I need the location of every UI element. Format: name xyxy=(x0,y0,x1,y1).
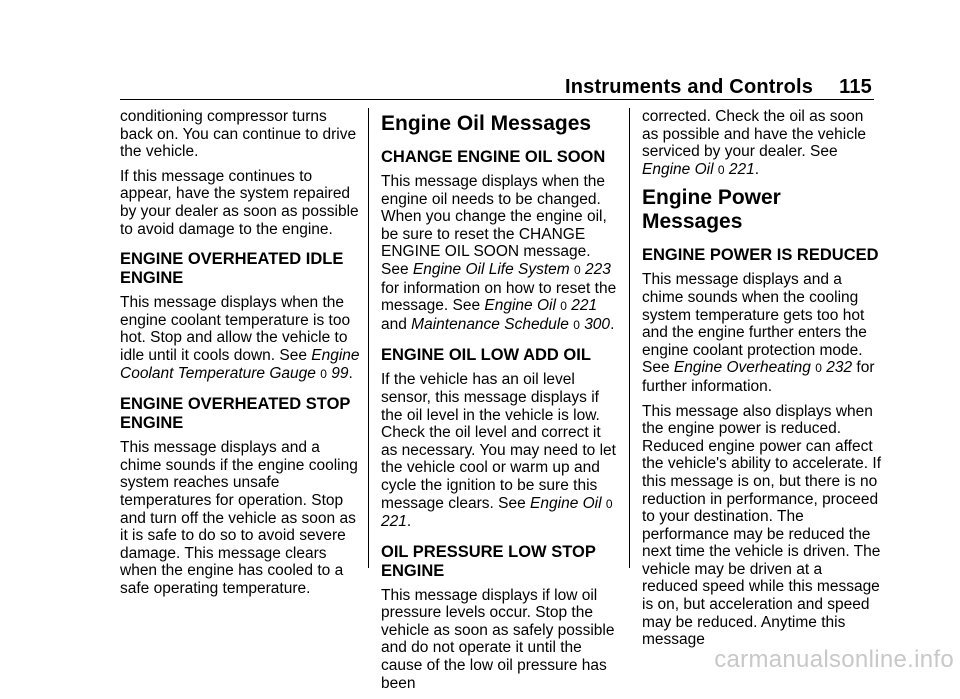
paragraph: This message displays and a chime sounds if the engine cooling system reaches unsafe temperatures for operation. Stop and turn off the vehicle as soon as it is safe to do so to avoid severe damage. This message clears when the engine has cooled to a safe operating temperature. xyxy=(120,439,358,597)
column-divider-2 xyxy=(629,108,630,568)
paragraph: conditioning compressor turns back on. You can continue to drive the vehicle. xyxy=(120,108,357,161)
paragraph: This message displays when the engine coolant temperature is too hot. Stop and allow the vehicle to idle until it cools down. See Engine Coolant Temperature Gauge 0 99. xyxy=(120,294,360,382)
page-ref[interactable]: 221 xyxy=(728,160,755,178)
section-title: Instruments and Controls xyxy=(564,76,814,98)
page-ref[interactable]: 232 xyxy=(826,359,853,377)
link-engine-oil[interactable]: Engine Oil xyxy=(642,160,714,178)
link-maintenance-schedule[interactable]: Maintenance Schedule xyxy=(411,315,569,333)
paragraph: If the vehicle has an oil level sensor, this message displays if the oil level in the vehicle is low. Check the oil level and correct it as necessary. You may need to let the vehicle cool or warm up and cycle the ignition to be sure this message clears. See Engine Oil 0 221. xyxy=(381,371,616,531)
column-2 xyxy=(381,108,621,699)
link-coolant-gauge[interactable]: Engine Coolant Temperature Gauge xyxy=(120,346,360,382)
page-ref[interactable]: 99 xyxy=(331,364,349,382)
link-engine-overheating[interactable]: Engine Overheating xyxy=(673,359,811,377)
page-ref-icon: 0 xyxy=(320,366,327,381)
page-number: 115 xyxy=(839,76,872,98)
heading-engine-oil-messages: Engine Oil Messages xyxy=(381,112,592,135)
page-ref-icon: 0 xyxy=(574,262,581,277)
header-rule xyxy=(120,99,874,100)
page-ref-icon: 0 xyxy=(815,361,822,376)
column-1 xyxy=(120,108,360,604)
page-ref[interactable]: 223 xyxy=(585,260,611,278)
page-ref[interactable]: 221 xyxy=(381,513,407,531)
page-ref[interactable]: 221 xyxy=(571,297,598,315)
page-header xyxy=(0,76,872,99)
paragraph: This message displays and a chime sounds when the cooling system temperature gets too hot and the engine further enters the engine coolant protection mode. See Engine Overheating 0 232 for further information. xyxy=(642,271,875,395)
link-engine-oil[interactable]: Engine Oil xyxy=(484,297,556,315)
heading-engine-power-messages: Engine Power Messages xyxy=(642,186,781,234)
column-divider-1 xyxy=(368,108,369,568)
link-engine-oil[interactable]: Engine Oil xyxy=(530,494,602,512)
heading-change-oil-soon: CHANGE ENGINE OIL SOON xyxy=(381,148,606,166)
paragraph: This message also displays when the engine power is reduced. Reduced engine power can affect the vehicle's ability to accelerate. If this message is on, but there is no reduction in performance, proceed to your destination. The performance may be reduced the next time the vehicle is driven. The vehicle may be driven at a reduced speed while this message is on, but acceleration and speed may be reduced. Anytime this message xyxy=(642,402,882,649)
heading-oil-low: ENGINE OIL LOW ADD OIL xyxy=(381,346,591,365)
column-3 xyxy=(642,108,882,656)
page-ref-icon: 0 xyxy=(560,299,567,314)
paragraph: This message displays when the engine oil needs to be changed. When you change the engine oil, be sure to reset the CHANGE ENGINE OIL SOON message. See Engine Oil Life System 0 223 for information on how to reset the message. See Engine Oil 0 221 and Maintenance Schedule 0 300. xyxy=(381,173,617,333)
link-oil-life-system[interactable]: Engine Oil Life System xyxy=(412,260,570,278)
paragraph: If this message continues to appear, have the system repaired by your dealer as soon as possible to avoid damage to the engine. xyxy=(120,167,359,238)
watermark: carmanualsonline.info xyxy=(714,646,954,673)
heading-overheated-stop: ENGINE OVERHEATED STOP ENGINE xyxy=(120,395,351,433)
paragraph: This message displays if low oil pressure levels occur. Stop the vehicle as soon as safely possible and do not operate it until the cause of the low oil pressure has been xyxy=(381,586,615,692)
page-ref-icon: 0 xyxy=(605,496,613,511)
page-ref[interactable]: 300 xyxy=(584,315,611,333)
page-ref-icon: 0 xyxy=(573,317,580,332)
paragraph: corrected. Check the oil as soon as possible and have the vehicle serviced by your dealer. See Engine Oil 0 221. xyxy=(642,108,867,178)
page-ref-icon: 0 xyxy=(717,162,725,177)
heading-oil-pressure-low: OIL PRESSURE LOW STOP ENGINE xyxy=(381,542,596,580)
heading-overheated-idle: ENGINE OVERHEATED IDLE ENGINE xyxy=(120,250,344,288)
heading-power-reduced: ENGINE POWER IS REDUCED xyxy=(642,246,879,265)
